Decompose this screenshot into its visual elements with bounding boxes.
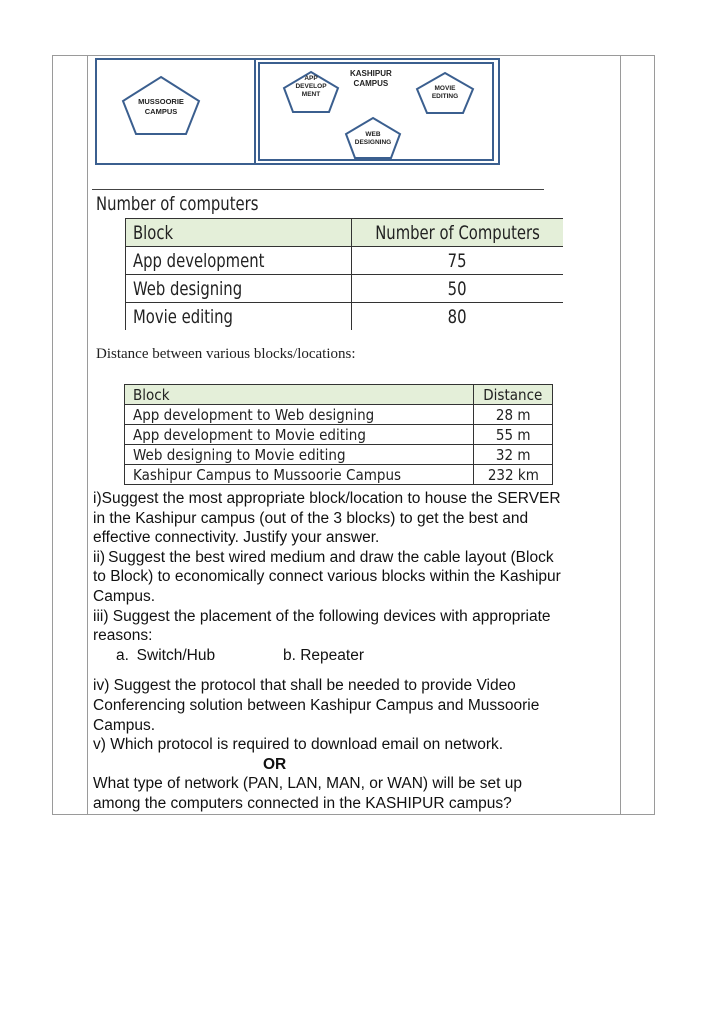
- table-header-row: [125, 385, 553, 405]
- table-row: Kashipur Campus to Mussoorie Campus 232 km: [125, 465, 553, 485]
- question-5-alt-line: What type of network (PAN, LAN, MAN, or WAN) will be set up: [93, 775, 522, 793]
- question-4-line: iv) Suggest the protocol that shall be needed to provide Video: [93, 677, 516, 695]
- question-1-line: i)Suggest the most appropriate block/location to house the SERVER: [93, 490, 561, 507]
- question-5-line: v) Which protocol is required to download email on network.: [93, 736, 504, 754]
- table-header-row: [126, 219, 564, 247]
- option-switch-hub: a. Switch/Hub: [116, 646, 216, 664]
- header-block: Block: [126, 219, 352, 247]
- header-block: Block: [125, 385, 474, 405]
- table-row: App development to Web designing 28 m: [125, 405, 553, 425]
- table-row: Web designing 50: [126, 275, 564, 303]
- distance-table: [124, 384, 553, 485]
- movie-editing-node: MOVIE EDITING: [415, 71, 475, 115]
- question-1-line: effective connectivity. Justify your answer.: [93, 529, 380, 547]
- question-2-line: ii) Suggest the best wired medium and draw the cable layout (Block: [93, 548, 554, 566]
- section-divider: [92, 189, 544, 190]
- table-row: App development 75: [126, 247, 564, 275]
- mussoorie-campus-node: [120, 75, 202, 137]
- option-repeater: b. Repeater: [283, 646, 364, 664]
- question-3-line: reasons:: [93, 627, 153, 645]
- header-distance: Distance: [474, 385, 553, 405]
- questions-block: [93, 489, 618, 814]
- table-row: Web designing to Movie editing 32 m: [125, 445, 553, 465]
- header-number-of-computers: Number of Computers: [352, 219, 564, 247]
- question-4-line: Conferencing solution between Kashipur Campus and Mussoorie: [93, 696, 540, 714]
- campus-diagram: [95, 58, 500, 165]
- question-3-options: [93, 646, 618, 666]
- app-development-node: APP DEVELOP MENT: [282, 70, 340, 114]
- question-5-alt-line: among the computers connected in the KASHIPUR campus?: [93, 794, 512, 812]
- or-separator: OR: [263, 755, 287, 773]
- computers-table-title: Number of computers: [96, 193, 259, 215]
- kashipur-campus-title: KASHIPUR CAMPUS: [350, 69, 392, 88]
- question-1-line: in the Kashipur campus (out of the 3 blocks) to get the best and: [93, 509, 529, 527]
- mussoorie-label-line1: MUSSOORIE: [138, 97, 184, 106]
- question-2-line: to Block) to economically connect various blocks within the Kashipur: [93, 568, 561, 586]
- kashipur-campus-box: [254, 60, 498, 163]
- marks-column-divider: [620, 56, 621, 814]
- question-4-line: Campus.: [93, 716, 156, 734]
- question-3-line: iii) Suggest the placement of the following devices with appropriate: [93, 607, 551, 625]
- question-number-column-divider: [87, 56, 88, 814]
- table-row: Movie editing 80: [126, 303, 564, 331]
- distance-table-title: Distance between various blocks/locations:: [96, 346, 356, 362]
- question-2-line: Campus.: [93, 587, 156, 605]
- web-designing-node: WEB DESIGNING: [344, 116, 402, 160]
- computers-table: [125, 218, 563, 330]
- mussoorie-label-line2: CAMPUS: [144, 107, 178, 116]
- table-row: App development to Movie editing 55 m: [125, 425, 553, 445]
